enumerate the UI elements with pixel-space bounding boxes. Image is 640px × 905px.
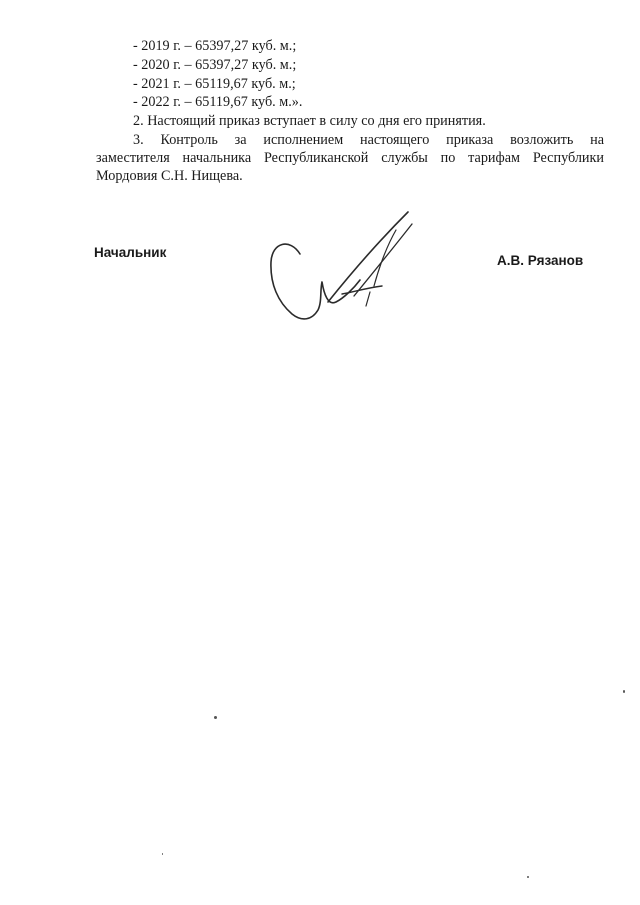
scan-speck — [527, 876, 529, 878]
signer-position-title: Начальник — [94, 245, 167, 260]
handwritten-signature — [262, 202, 422, 330]
paragraph-3-line-3: Мордовия С.Н. Нищева. — [96, 168, 243, 184]
scan-speck — [162, 853, 163, 855]
paragraph-3-line-2: заместителя начальника Республиканской службы по тарифам Республики — [96, 150, 604, 166]
scan-speck — [214, 716, 217, 719]
list-item-2021: - 2021 г. – 65119,67 куб. м.; — [133, 76, 296, 92]
list-item-2020: - 2020 г. – 65397,27 куб. м.; — [133, 57, 297, 73]
signer-name: А.В. Рязанов — [497, 253, 584, 268]
list-item-2019: - 2019 г. – 65397,27 куб. м.; — [133, 38, 297, 54]
list-item-2022: - 2022 г. – 65119,67 куб. м.». — [133, 94, 303, 110]
paragraph-3-line-1: 3. Контроль за исполнением настоящего приказа возложить на — [133, 132, 604, 148]
paragraph-2: 2. Настоящий приказ вступает в силу со дня его принятия. — [133, 113, 486, 129]
scan-speck — [623, 690, 625, 693]
